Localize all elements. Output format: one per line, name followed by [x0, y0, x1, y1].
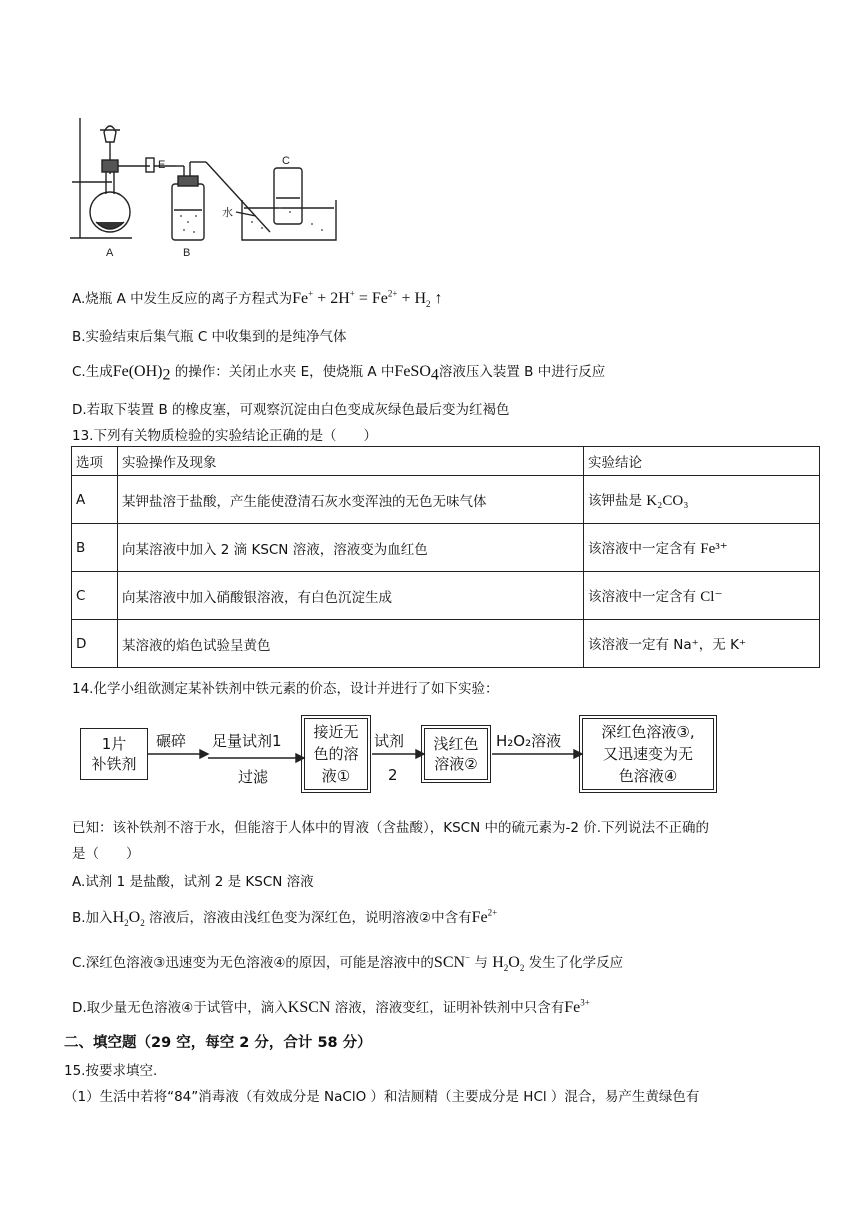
q14-option-d: D.取少量无色溶液④于试管中，滴入KSCN 溶液，溶液变红，证明补铁剂中只含有$Fe^{3+}$ [72, 997, 590, 1016]
q12-option-d: D.若取下装置 B 的橡皮塞，可观察沉淀由白色变成灰绿色最后变为红褐色 [72, 402, 510, 418]
apparatus-label-c: C [282, 155, 290, 167]
row-option: C [72, 572, 118, 620]
flow-label-h2o2: H₂O₂溶液 [496, 732, 562, 750]
q14-option-c: C.深红色溶液③迅速变为无色溶液④的原因，可能是溶液中的SCN− 与 $H_2O_2$ 发生了化学反应 [72, 952, 624, 974]
header-option: 选项 [72, 447, 118, 476]
apparatus-label-e: E [158, 159, 166, 171]
apparatus-label-b: B [183, 247, 191, 259]
row-conclusion: 该钾盐是 K₂CO₃ [584, 476, 820, 524]
flow-label-filter: 过滤 [238, 768, 269, 786]
q15-stem: 15.按要求填空. [64, 1063, 158, 1079]
flow-label-reagent2-num: 2 [388, 766, 398, 784]
row-operation: 某钾盐溶于盐酸，产生能使澄清石灰水变浑浊的无色无味气体 [118, 476, 584, 524]
flow-box-solution1: 接近无 色的溶 液① [304, 718, 368, 790]
up-arrow-icon: ↑ [434, 290, 443, 307]
flow-box-solution34: 深红色溶液③, 又迅速变为无 色溶液④ [582, 718, 714, 790]
apparatus-label-a: A [106, 247, 114, 259]
q12-option-b: B.实验结束后集气瓶 C 中收集到的是纯净气体 [72, 329, 347, 345]
q13-stem: 13.下列有关物质检验的实验结论正确的是（ ） [72, 428, 377, 444]
header-operation: 实验操作及现象 [118, 447, 584, 476]
flow-label-reagent1: 足量试剂1 [212, 732, 282, 750]
q14-known-line1: 已知：该补铁剂不溶于水，但能溶于人体中的胃液（含盐酸），KSCN 中的硫元素为-2 价.下列说法不正确的 [72, 820, 710, 836]
row-conclusion: 该溶液中一定含有 Cl⁻ [584, 572, 820, 620]
q14-option-b: B.加入$H_2O_2$ 溶液后，溶液由浅红色变为深红色，说明溶液②中含有$Fe^{2+}$ [72, 907, 498, 929]
apparatus-label-water: 水 [222, 207, 233, 219]
flow-box-solution2: 浅红色 溶液② [424, 728, 488, 780]
q14-option-a: A.试剂 1 是盐酸，试剂 2 是 KSCN 溶液 [72, 874, 314, 890]
row-option: B [72, 524, 118, 572]
q14-known-line2: 是（ ） [72, 846, 140, 862]
row-operation: 向某溶液中加入硝酸银溶液，有白色沉淀生成 [118, 572, 584, 620]
q15-part1: （1）生活中若将“84”消毒液（有效成分是 NaClO ）和洁厕精（主要成分是 HCl ）混合，易产生黄绿色有 [64, 1089, 700, 1105]
flow-label-reagent2: 试剂 [374, 732, 405, 750]
row-conclusion: 该溶液中一定含有 Fe³⁺ [584, 524, 820, 572]
row-option: A [72, 476, 118, 524]
row-conclusion: 该溶液一定有 Na⁺，无 K⁺ [584, 620, 820, 668]
header-conclusion: 实验结论 [584, 447, 820, 476]
q12-option-a: A.烧瓶 A 中发生反应的离子方程式为$Fe^+ + 2H^+ = Fe^{2+} + H_2$ ↑ [72, 288, 443, 310]
row-option: D [72, 620, 118, 668]
row-operation: 向某溶液中加入 2 滴 KSCN 溶液，溶液变为血红色 [118, 524, 584, 572]
row-operation: 某溶液的焰色试验呈黄色 [118, 620, 584, 668]
q12-option-c: C.生成$Fe(OH)_2$ 的操作：关闭止水夹 E，使烧瓶 A 中FeSO$_4$溶液压入装置 B 中进行反应 [72, 363, 606, 384]
flow-box-tablet: 1片 补铁剂 [80, 728, 148, 780]
flow-label-crush: 碾碎 [156, 732, 187, 750]
section2-title: 二、填空题（29 空，每空 2 分，合计 58 分） [64, 1035, 372, 1051]
q14-stem: 14.化学小组欲测定某补铁剂中铁元素的价态，设计并进行了如下实验： [72, 681, 499, 697]
